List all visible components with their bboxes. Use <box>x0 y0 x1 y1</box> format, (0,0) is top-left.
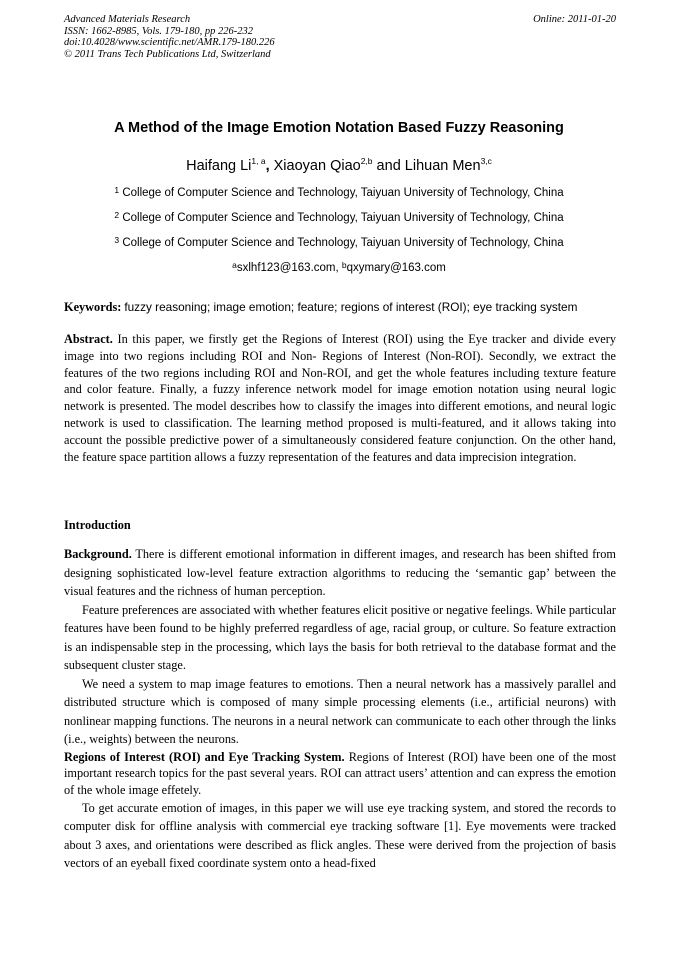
author-name: Lihuan Men <box>404 158 481 174</box>
affiliation-text: College of Computer Science and Technology, Taiyuan University of Technology, China <box>122 187 564 199</box>
paragraph: We need a system to map image features to emotions. Then a neural network has a massively parallel and distributed structure which is composed of many simple processing elements (i.e., artificial neurons) with nonlinear mapping functions. The neurons in a neural network can communicate to each other through the links (i.e., weights) between the neurons. <box>64 676 616 746</box>
affiliation-text: College of Computer Science and Technology, Taiyuan University of Technology, China <box>122 212 564 224</box>
background-text: There is different emotional information in different images, and research has been shifted from designing sophisticated low-level feature extraction algorithms to reducing the ‘semantic gap’ between the visual features and the richness of human perception. <box>64 547 616 598</box>
email-superscript: a <box>232 260 237 270</box>
author-superscript: 3,c <box>480 156 492 166</box>
author-separator: , <box>265 158 274 174</box>
affiliation <box>40 237 638 249</box>
background-paragraph <box>64 545 616 601</box>
paragraph: To get accurate emotion of images, in this paper we will use eye tracking system, and stored the records to computer disk for offline analysis with commercial eye tracking software [1]. Eye movements were tracked about 3 axes, and orientations were described as flick angles. These were derived from the projection of basis vectors of an eyeball fixed coordinate system onto a head-fixed <box>64 800 616 871</box>
author-name: Xiaoyan Qiao <box>273 158 361 174</box>
affiliation <box>40 212 638 224</box>
abstract-label: Abstract. <box>64 332 113 346</box>
introduction-body <box>64 545 616 873</box>
roi-label: Regions of Interest (ROI) and Eye Tracking System. <box>64 749 345 764</box>
email-superscript: b <box>341 260 347 270</box>
affiliation-number: 2 <box>114 210 120 220</box>
affiliation-number: 1 <box>114 185 120 195</box>
affiliation-text: College of Computer Science and Technology, Taiyuan University of Technology, China <box>122 237 564 249</box>
journal-doi: doi:10.4028/www.scientific.net/AMR.179-180.226 <box>64 37 275 49</box>
keywords-text: fuzzy reasoning; image emotion; feature; regions of interest (ROI); eye tracking system <box>124 300 578 314</box>
author-superscript: 1, a <box>251 156 266 166</box>
online-date: Online: 2011-01-20 <box>533 14 616 25</box>
author-emails <box>40 262 638 274</box>
journal-copyright: © 2011 Trans Tech Publications Ltd, Switzerland <box>64 48 271 60</box>
affiliation-number: 3 <box>114 235 120 245</box>
email-text: sxlhf123@163.com, <box>236 262 342 274</box>
abstract-text: In this paper, we firstly get the Regions of Interest (ROI) using the Eye tracker and divide every image into two regions including ROI and Non- Regions of Interest (Non-ROI). Secondly, we extract the features of the two regions including ROI and Non-ROI, and get the whole features including texture feature and color feature. Finally, a fuzzy inference network model for image emotion notation using neural logic network is presented. The model describes how to classify the images into different emotions, and neural logic network is used to classification. The learning method proposed is multi-featured, and it allows taking into account the possible predictive power of a simultaneously considered feature conjunction. On the other hand, the feature space partition allows a fuzzy representation of the features and data imprecision integration. <box>64 332 616 464</box>
roi-paragraph <box>64 749 616 799</box>
author-list <box>40 158 638 174</box>
background-label: Background. <box>64 547 132 561</box>
author-name: Haifang Li <box>186 158 252 174</box>
journal-name: Advanced Materials Research <box>64 14 191 25</box>
paper-title: A Method of the Image Emotion Notation Based Fuzzy Reasoning <box>114 120 564 136</box>
email-text: qxymary@163.com <box>346 262 446 274</box>
abstract <box>64 331 616 465</box>
affiliation <box>40 187 638 199</box>
keywords-label: Keywords: <box>64 300 122 314</box>
paragraph: Feature preferences are associated with whether features elicit positive or negative feelings. While particular features have been found to be highly preferred regardless of age, racial group, or culture. So feature extraction is an indispensable step in the processing, which lays the basis for both retrieval to the database format and the subsequent cluster stage. <box>64 602 616 672</box>
introduction-heading: Introduction <box>64 518 131 532</box>
keywords <box>64 300 616 315</box>
author-separator: and <box>372 158 405 174</box>
roi-text: Regions of Interest (ROI) have been one of the most important research topics for the past several years. ROI can attract users’ attention and can express the emotion of the whole image effetely. <box>64 749 616 798</box>
journal-issn: ISSN: 1662-8985, Vols. 179-180, pp 226-232 <box>64 25 253 37</box>
author-superscript: 2,b <box>360 156 373 166</box>
journal-header <box>64 14 616 60</box>
